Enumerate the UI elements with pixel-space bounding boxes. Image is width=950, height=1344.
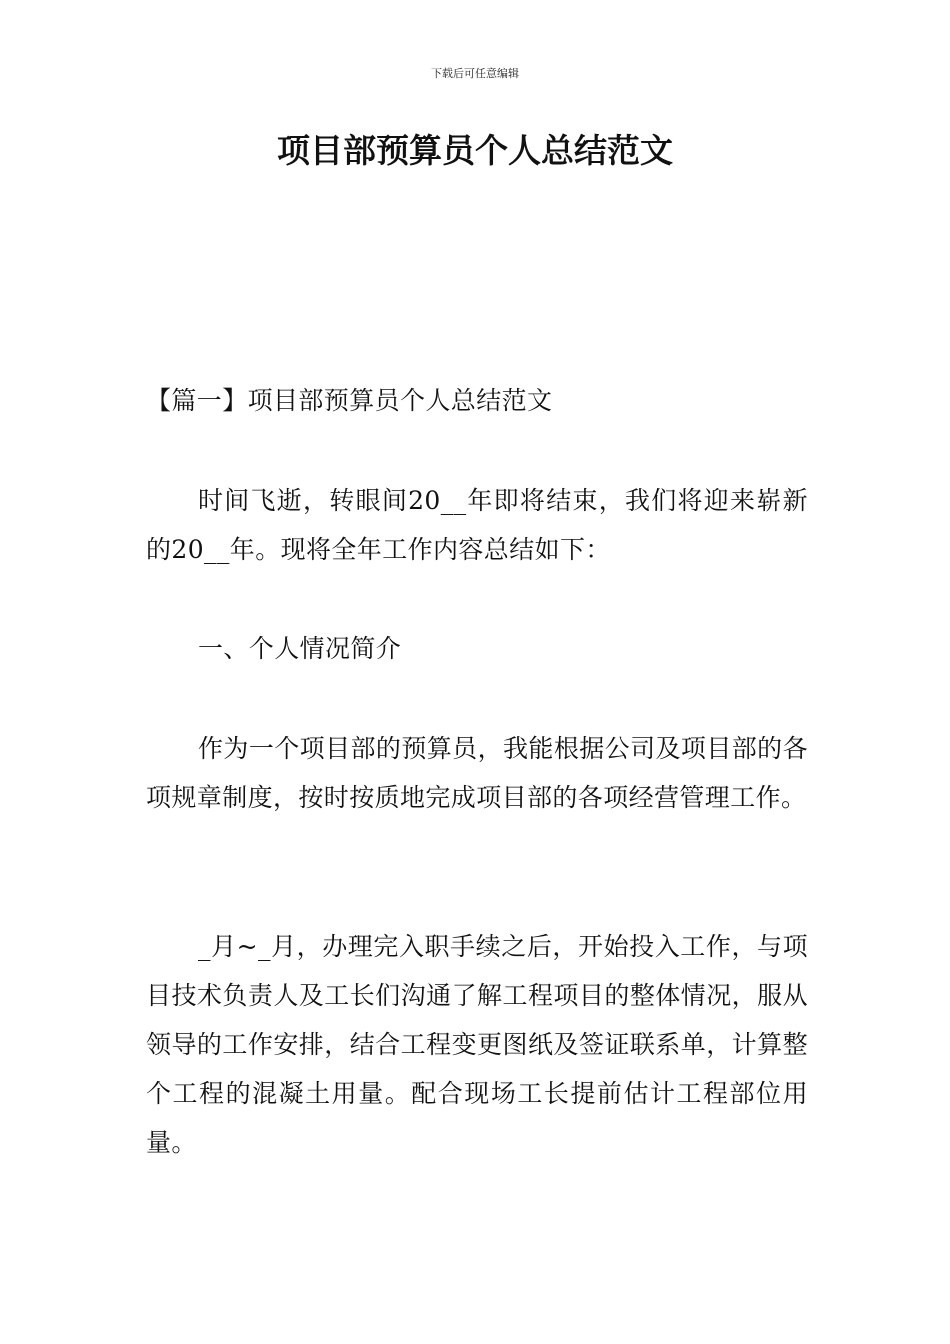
header-note: 下载后可任意编辑	[431, 67, 519, 80]
section-heading: 【篇一】项目部预算员个人总结范文	[146, 386, 553, 415]
document-title: 项目部预算员个人总结范文	[277, 131, 673, 170]
paragraph-intro: 时间飞逝，转眼间20__年即将结束，我们将迎来崭新的20__年。现将全年工作内容总结如下：	[146, 486, 808, 564]
paragraph-role: 作为一个项目部的预算员，我能根据公司及项目部的各项规章制度，按时按质地完成项目部的各项经营管理工作。	[146, 734, 808, 812]
paragraph-work-details: _月~_月，办理完入职手续之后，开始投入工作，与项目技术负责人及工长们沟通了解工程项目的整体情况，服从领导的工作安排，结合工程变更图纸及签证联系单，计算整个工程的混凝土用量。配合现场工长提前估计工程部位用量。	[146, 932, 808, 1157]
subheading-personal-intro: 一、个人情况简介	[198, 634, 402, 663]
